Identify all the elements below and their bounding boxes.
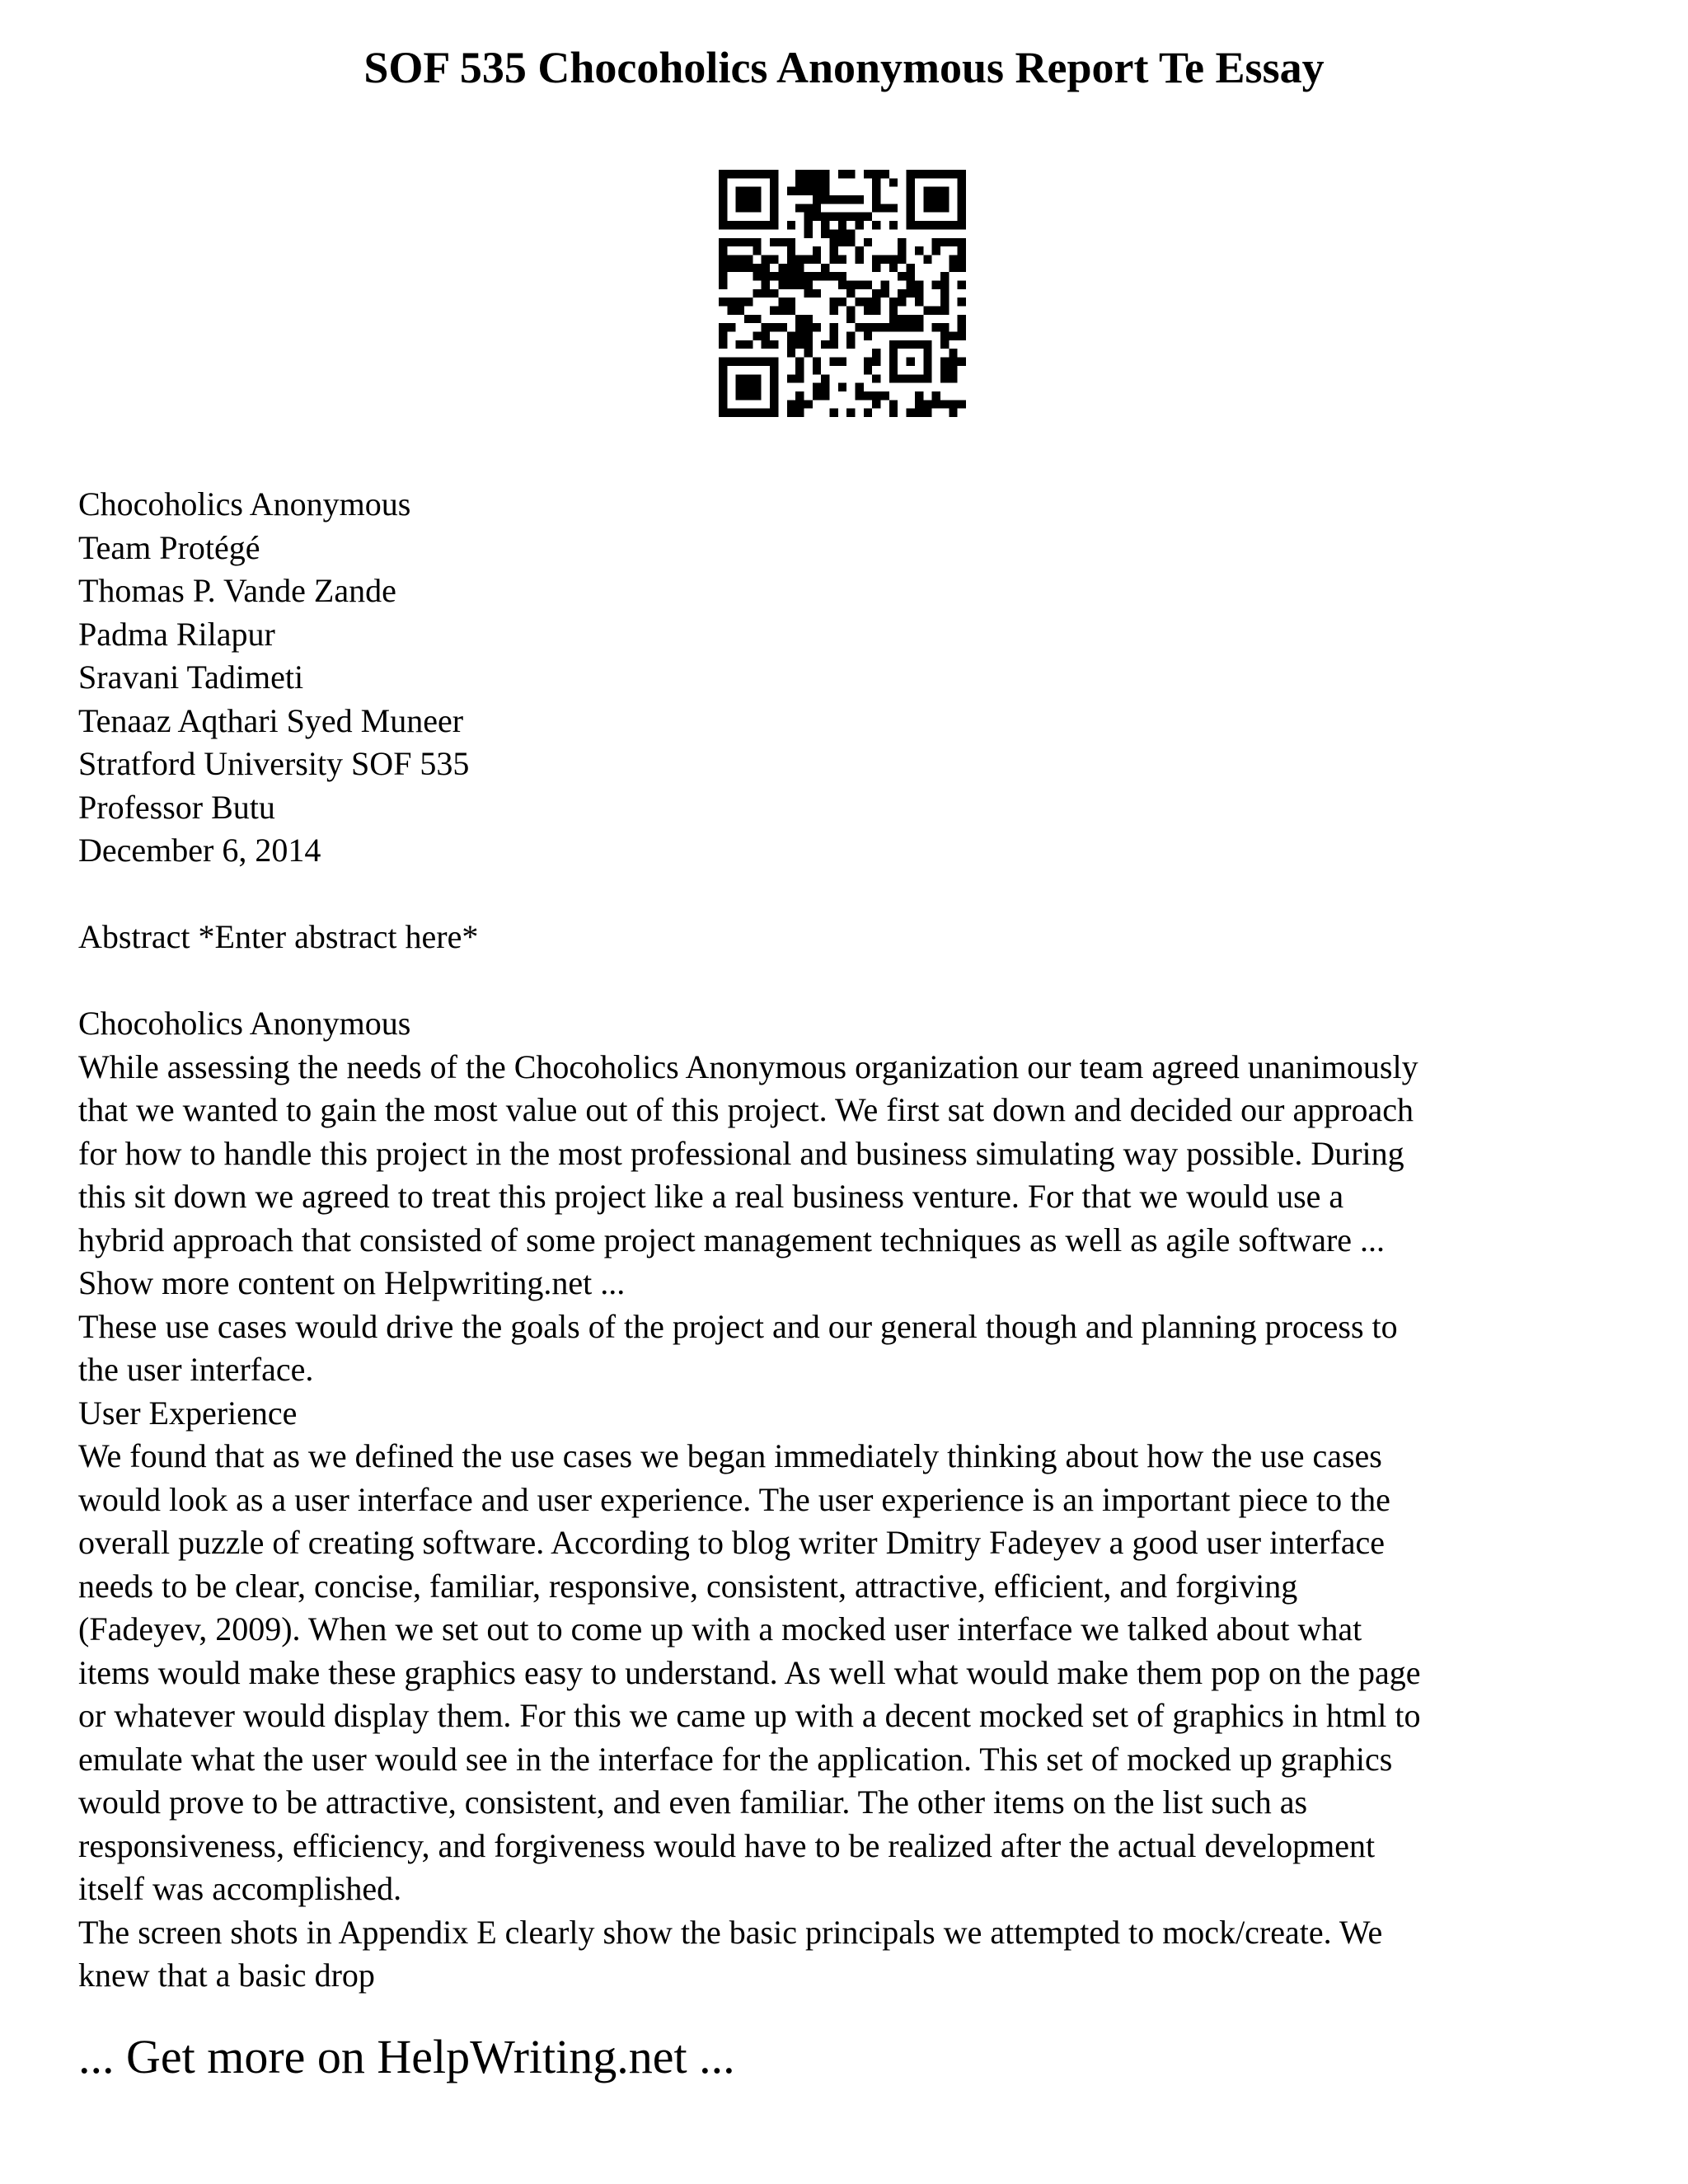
body-line: the user interface. bbox=[78, 1351, 314, 1388]
body-line: would look as a user interface and user experience. The user experience is an important piece to the bbox=[78, 1480, 1390, 1518]
body-line: itself was accomplished. bbox=[78, 1870, 402, 1907]
header-line: Team Protégé bbox=[78, 528, 260, 566]
author-block bbox=[78, 483, 1628, 873]
body-line: would prove to be attractive, consistent, and even familiar. The other items on the list such as bbox=[78, 1783, 1308, 1821]
body-line: While assessing the needs of the Chocoholics Anonymous organization our team agreed unanimously bbox=[78, 1047, 1418, 1085]
spacer bbox=[78, 873, 1628, 916]
header-line: Professor Butu bbox=[78, 788, 275, 826]
body-line: for how to handle this project in the most professional and business simulating way possible. During bbox=[78, 1134, 1404, 1172]
body-line: The screen shots in Appendix E clearly show the basic principals we attempted to mock/create. We bbox=[78, 1913, 1383, 1951]
qr-code-icon bbox=[719, 170, 966, 417]
body-paragraph-1 bbox=[78, 1046, 1628, 1392]
header-line: Sravani Tadimeti bbox=[78, 658, 304, 696]
header-line: Stratford University SOF 535 bbox=[78, 745, 470, 782]
body-line: items would make these graphics easy to understand. As well what would make them pop on the page bbox=[78, 1653, 1421, 1691]
body-line: needs to be clear, concise, familiar, responsive, consistent, attractive, efficient, and forgiving bbox=[78, 1567, 1298, 1605]
document-title: SOF 535 Chocoholics Anonymous Report Te Essay bbox=[363, 43, 1325, 92]
body-paragraph-2 bbox=[78, 1435, 1628, 1998]
header-line: Chocoholics Anonymous bbox=[78, 485, 411, 523]
body-line: emulate what the user would see in the interface for the application. This set of mocked up graphics bbox=[78, 1740, 1393, 1778]
header-line: December 6, 2014 bbox=[78, 832, 321, 869]
header-line: Tenaaz Aqthari Syed Muneer bbox=[78, 701, 464, 739]
body-line: responsiveness, efficiency, and forgiveness would have to be realized after the actual development bbox=[78, 1826, 1376, 1864]
abstract-text: Abstract *Enter abstract here* bbox=[78, 918, 479, 955]
body-line: (Fadeyev, 2009). When we set out to come up with a mocked user interface we talked about what bbox=[78, 1610, 1362, 1647]
body-line: knew that a basic drop bbox=[78, 1957, 375, 1994]
body-line: this sit down we agreed to treat this project like a real business venture. For that we would use a bbox=[78, 1178, 1344, 1215]
document-body bbox=[78, 483, 1628, 1998]
section-title: Chocoholics Anonymous bbox=[78, 1005, 411, 1042]
show-more-link[interactable]: Show more content on Helpwriting.net ... bbox=[78, 1264, 626, 1301]
body-line: overall puzzle of creating software. According to blog writer Dmitry Fadeyev a good user interface bbox=[78, 1524, 1385, 1561]
body-line: that we wanted to gain the most value out of this project. We first sat down and decided our approach bbox=[78, 1091, 1414, 1128]
get-more-link[interactable]: ... Get more on HelpWriting.net ... bbox=[78, 2030, 735, 2083]
body-line: We found that as we defined the use cases we began immediately thinking about how the use cases bbox=[78, 1437, 1382, 1474]
spacer bbox=[78, 959, 1628, 1003]
body-line: hybrid approach that consisted of some project management techniques as well as agile software ... bbox=[78, 1221, 1386, 1258]
body-line: or whatever would display them. For this we came up with a decent mocked set of graphics in html to bbox=[78, 1697, 1421, 1734]
subheading: User Experience bbox=[78, 1394, 298, 1432]
body-line: These use cases would drive the goals of the project and our general though and planning process to bbox=[78, 1307, 1398, 1345]
header-line: Thomas P. Vande Zande bbox=[78, 572, 396, 609]
header-line: Padma Rilapur bbox=[78, 615, 275, 653]
